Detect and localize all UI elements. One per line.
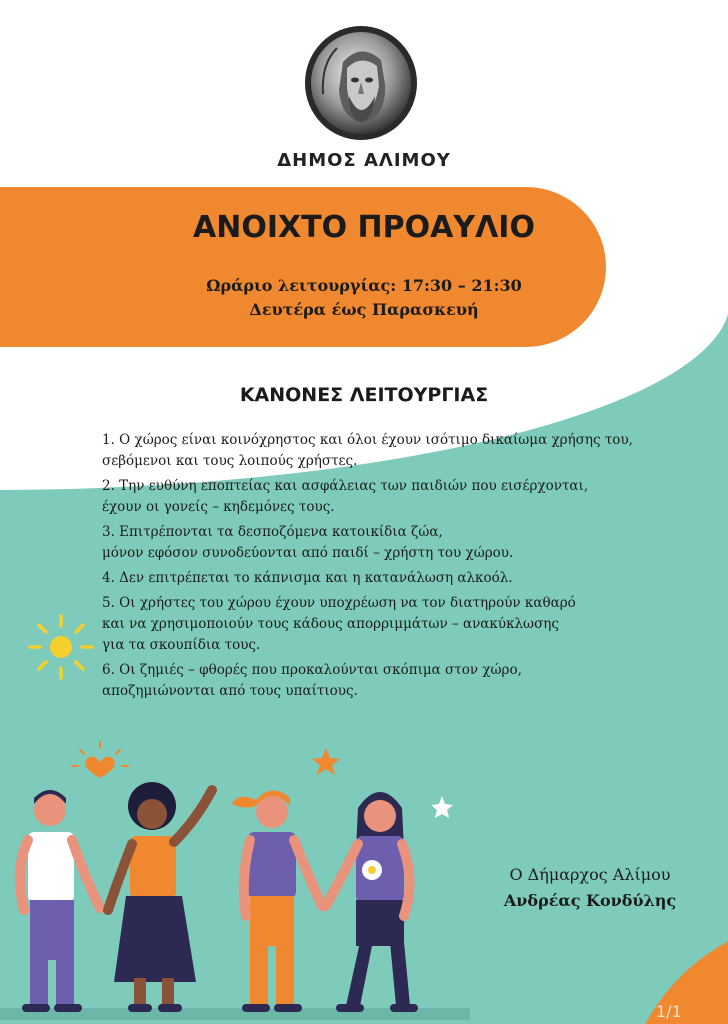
- child-figure: [326, 792, 418, 1012]
- days-line: Δευτέρα έως Παρασκευή: [249, 300, 479, 319]
- page-title: ΑΝΟΙΧΤΟ ΠΡΟΑΥΛΙΟ: [193, 210, 535, 245]
- rule-line: σεβόμενοι και τους λοιπούς χρήστες.: [102, 453, 358, 469]
- child-figure: [20, 790, 100, 1012]
- children-illustration: [0, 720, 470, 1020]
- rule-item: [102, 660, 702, 702]
- signature-block: [470, 862, 710, 914]
- rule-item: [102, 476, 702, 518]
- rule-line: 6. Οι ζημιές – φθορές που προκαλούνται σκόπιμα στον χώρο,: [102, 662, 522, 678]
- hours-line: Ωράριο λειτουργίας: 17:30 – 21:30: [206, 276, 522, 295]
- child-figure: [232, 790, 322, 1012]
- rule-line: 5. Οι χρήστες του χώρου έχουν υποχρέωση να τον διατηρούν καθαρό: [102, 595, 576, 611]
- sun-icon: [26, 612, 96, 682]
- heart-icon: [72, 742, 128, 778]
- signature-role: Ο Δήμαρχος Αλίμου: [509, 865, 671, 884]
- rules-heading: ΚΑΝΟΝΕΣ ΛΕΙΤΟΥΡΓΙΑΣ: [239, 384, 489, 406]
- rule-item: [102, 593, 702, 656]
- rule-item: [102, 568, 702, 589]
- rule-line: έχουν οι γονείς – κηδεμόνες τους.: [102, 499, 335, 515]
- rules-list: [102, 430, 702, 706]
- rule-item: [102, 522, 702, 564]
- rule-line: αποζημιώνονται από τους υπαίτιους.: [102, 683, 358, 699]
- rule-line: 1. Ο χώρος είναι κοινόχρηστος και όλοι έχουν ισότιμο δικαίωμα χρήσης του,: [102, 432, 633, 448]
- rule-line: και να χρησιμοποιούν τους κάδους απορριμμάτων – ανακύκλωσης: [102, 616, 559, 632]
- rule-line: μόνον εφόσον συνοδεύονται από παιδί – χρήστη του χώρου.: [102, 545, 514, 561]
- rule-line: για τα σκουπίδια τους.: [102, 637, 261, 653]
- rule-item: [102, 430, 702, 472]
- opening-hours: [0, 274, 728, 322]
- child-figure: [108, 782, 212, 1012]
- signature-name: Ανδρέας Κονδύλης: [503, 891, 677, 910]
- rule-line: 2. Την ευθύνη εποπτείας και ασφάλειας των παιδιών που εισέρχονται,: [102, 478, 589, 494]
- rule-line: 3. Επιτρέπονται τα δεσποζόμενα κατοικίδια ζώα,: [102, 524, 443, 540]
- rule-line: 4. Δεν επιτρέπεται το κάπνισμα και η κατανάλωση αλκοόλ.: [102, 570, 513, 586]
- page-indicator: 1/1: [656, 1002, 682, 1021]
- thucydides-coin-logo-icon: [303, 24, 419, 142]
- municipality-name: ΔΗΜΟΣ ΑΛΙΜΟΥ: [277, 150, 451, 171]
- star-icon: [431, 796, 453, 818]
- star-icon: [312, 748, 340, 775]
